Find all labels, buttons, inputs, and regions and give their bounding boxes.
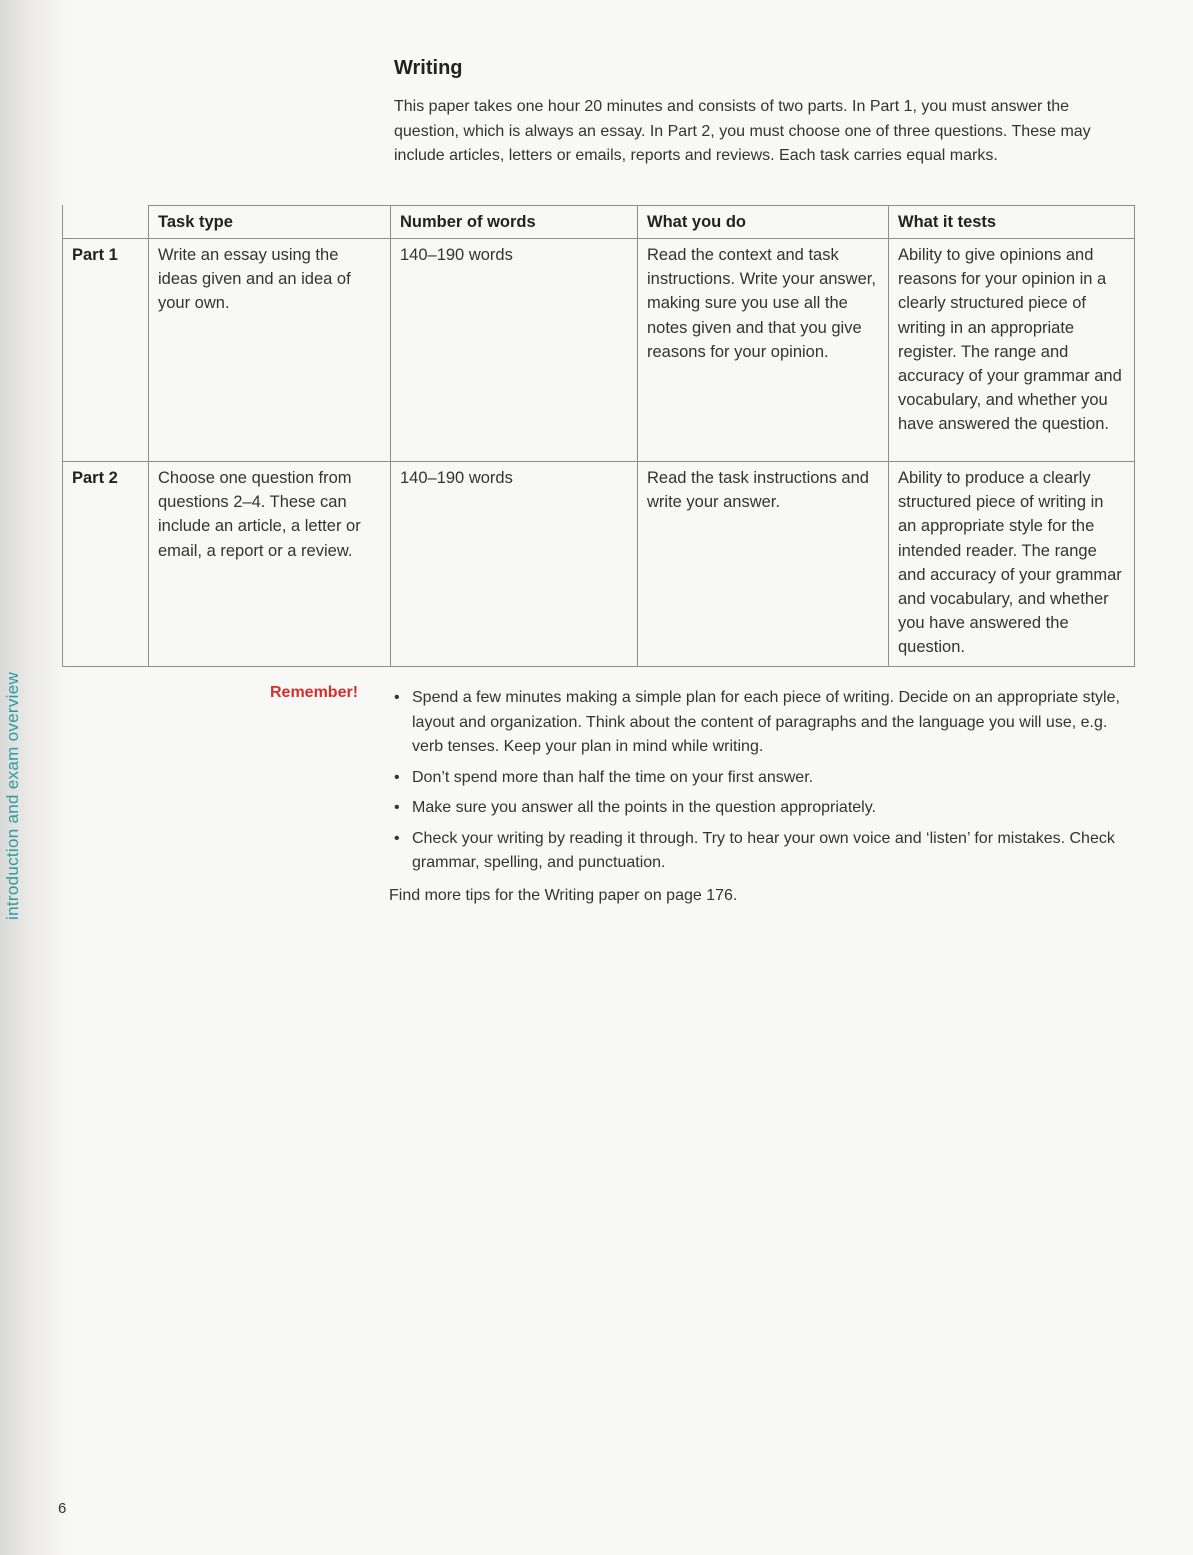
table-row [63, 239, 1135, 462]
remember-tips-list [392, 686, 1122, 882]
bullet-icon: • [394, 829, 400, 847]
words-cell: 140–190 words [391, 462, 638, 667]
writing-task-table [62, 205, 1135, 667]
tip-text: Spend a few minutes making a simple plan for each piece of writing. Decide on an appropriate style, layout and organization. Think about the content of paragraphs and the language you will use, e.g. verb tenses. Keep your plan in mind while writing. [412, 689, 1120, 755]
header-number-of-words: Number of words [391, 206, 638, 239]
more-tips-note: Find more tips for the Writing paper on page 176. [389, 887, 738, 904]
list-item [392, 827, 1122, 876]
part-label: Part 2 [63, 462, 149, 667]
table-row [63, 462, 1135, 667]
header-blank-cell [63, 206, 149, 239]
list-item [392, 686, 1122, 760]
section-intro: This paper takes one hour 20 minutes and consists of two parts. In Part 1, you must answer the question, which is always an essay. In Part 2, you must choose one of three questions. These may include articles, letters or emails, reports and reviews. Each task carries equal marks. [394, 98, 1091, 164]
task-type-cell: Write an essay using the ideas given and an idea of your own. [149, 239, 391, 462]
tip-text: Make sure you answer all the points in the question appropriately. [412, 799, 876, 816]
remember-label: Remember! [270, 684, 359, 701]
what-it-tests-cell: Ability to give opinions and reasons for your opinion in a clearly structured piece of writing in an appropriate register. The range and accuracy of your grammar and vocabulary, and whether you have answered the question. [889, 239, 1135, 462]
part-label: Part 1 [63, 239, 149, 462]
bullet-icon: • [394, 689, 400, 706]
section-title: Writing [394, 57, 463, 79]
bullet-icon: • [394, 768, 400, 786]
what-you-do-cell: Read the context and task instructions. Write your answer, making sure you use all the notes given and that you give reasons for your opinion. [638, 239, 889, 462]
what-you-do-cell: Read the task instructions and write your answer. [638, 462, 889, 667]
header-what-it-tests: What it tests [889, 206, 1135, 239]
words-cell: 140–190 words [391, 239, 638, 462]
table-header-row [63, 206, 1135, 239]
list-item [392, 796, 1122, 821]
list-item [392, 766, 1122, 791]
what-it-tests-cell: Ability to produce a clearly structured piece of writing in an appropriate style for the intended reader. The range and accuracy of your grammar and vocabulary, and whether you have answered the question. [889, 462, 1135, 667]
header-what-you-do: What you do [638, 206, 889, 239]
side-section-label [3, 886, 23, 920]
bullet-icon: • [394, 799, 400, 816]
task-type-cell: Choose one question from questions 2–4. These can include an article, a letter or email, a report or a review. [149, 462, 391, 667]
page-number: 6 [58, 1500, 67, 1517]
tip-text: Don’t spend more than half the time on your first answer. [412, 768, 814, 786]
header-task-type: Task type [149, 206, 391, 239]
tip-text: Check your writing by reading it through. Try to hear your own voice and ‘listen’ for mistakes. Check grammar, spelling, and punctuation. [412, 829, 1115, 871]
